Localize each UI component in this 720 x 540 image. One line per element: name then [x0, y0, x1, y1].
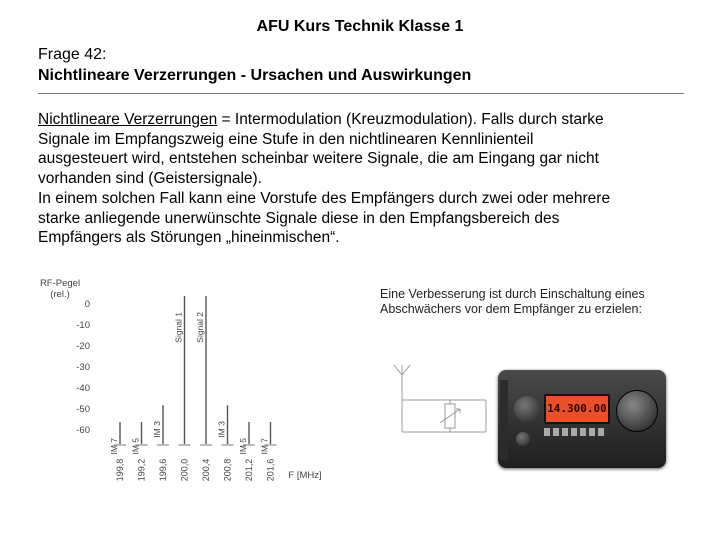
x-tick-label: 199,8: [115, 458, 125, 482]
explanation-text: [38, 110, 688, 248]
radio-knob-left: [514, 396, 540, 422]
x-tick-label: 201,2: [244, 458, 254, 482]
x-tick-label: 201,6: [265, 458, 276, 482]
text-line-6: starke anliegende unerwünschte Signale diese in den Empfangsbereich des: [38, 209, 560, 227]
spectrum-line-label: Signal 2: [195, 312, 205, 343]
text-line-3: ausgesteuert wird, entstehen scheinbar weitere Signale, die am Eingang gar nicht: [38, 150, 599, 168]
y-axis-title: [40, 278, 80, 300]
spectrum-line-label: IM 7: [109, 438, 119, 455]
x-tick-label: 199,6: [158, 458, 168, 482]
radio-side-panel: [500, 380, 508, 460]
transceiver-image: [498, 370, 666, 468]
y-axis-ticks: [76, 299, 90, 436]
x-tick-label: 200,4: [201, 458, 211, 482]
text-line-1: Nichtlineare Verzerrungen = Intermodulation (Kreuzmodulation). Falls durch starke: [38, 111, 604, 128]
radio-display: 14.300.00: [544, 394, 610, 424]
term: Nichtlineare Verzerrungen: [38, 111, 218, 128]
y-axis-title-line1: RF-Pegel: [39, 278, 81, 289]
note-line-1: Eine Verbesserung ist durch Einschaltung eines: [380, 287, 645, 301]
question-number: Frage 42:: [38, 46, 107, 63]
note-line-2: Abschwächers vor dem Empfänger zu erzielen:: [380, 302, 642, 316]
spectrum-line-label: IM 3: [216, 421, 227, 438]
improvement-note: [380, 287, 700, 317]
intermodulation-spectrum-chart: [30, 270, 340, 500]
text-line-7: Empfängers als Störungen „hineinmischen“.: [38, 229, 340, 247]
attenuator-icon: [402, 400, 486, 432]
spectrum-lines: [109, 296, 271, 455]
y-tick-label: -50: [76, 404, 90, 415]
y-tick-label: -40: [76, 383, 90, 394]
y-tick-label: 0: [84, 299, 90, 310]
x-tick-label: 199,2: [136, 458, 147, 482]
radio-small-knob: [516, 432, 530, 446]
y-tick-label: -20: [76, 341, 90, 352]
text-line-5: In einem solchen Fall kann eine Vorstufe des Empfängers durch zwei oder mehrere: [38, 189, 611, 207]
radio-main-knob: [616, 390, 658, 432]
x-tick-label: 200,8: [222, 458, 233, 482]
y-axis-title-line2: (rel.): [50, 289, 70, 300]
spectrum-line-label: IM 5: [130, 438, 141, 455]
y-tick-label: -30: [76, 362, 90, 373]
page-title: AFU Kurs Technik Klasse 1: [256, 18, 464, 35]
text-line-4: vorhanden sind (Geistersignale).: [38, 170, 263, 188]
spectrum-line-label: IM 5: [238, 438, 248, 455]
spectrum-line-label: IM 7: [259, 438, 270, 455]
antenna-icon: [394, 365, 410, 400]
y-tick-label: -10: [76, 320, 90, 331]
text-line-2: Signale im Empfangszweig eine Stufe in den nichtlinearen Kennlinienteil: [38, 130, 534, 148]
question-header: [38, 44, 471, 86]
radio-buttons: [544, 428, 606, 436]
question-topic: Nichtlineare Verzerrungen - Ursachen und Auswirkungen: [38, 67, 472, 84]
spectrum-line-label: IM 3: [152, 421, 162, 438]
x-tick-label: 200,0: [179, 458, 190, 482]
divider: [38, 93, 684, 94]
spectrum-line-label: Signal 1: [173, 312, 184, 343]
x-axis-title: F [MHz]: [288, 470, 322, 481]
y-tick-label: -60: [76, 425, 90, 436]
attenuator-circuit-diagram: [390, 360, 500, 450]
